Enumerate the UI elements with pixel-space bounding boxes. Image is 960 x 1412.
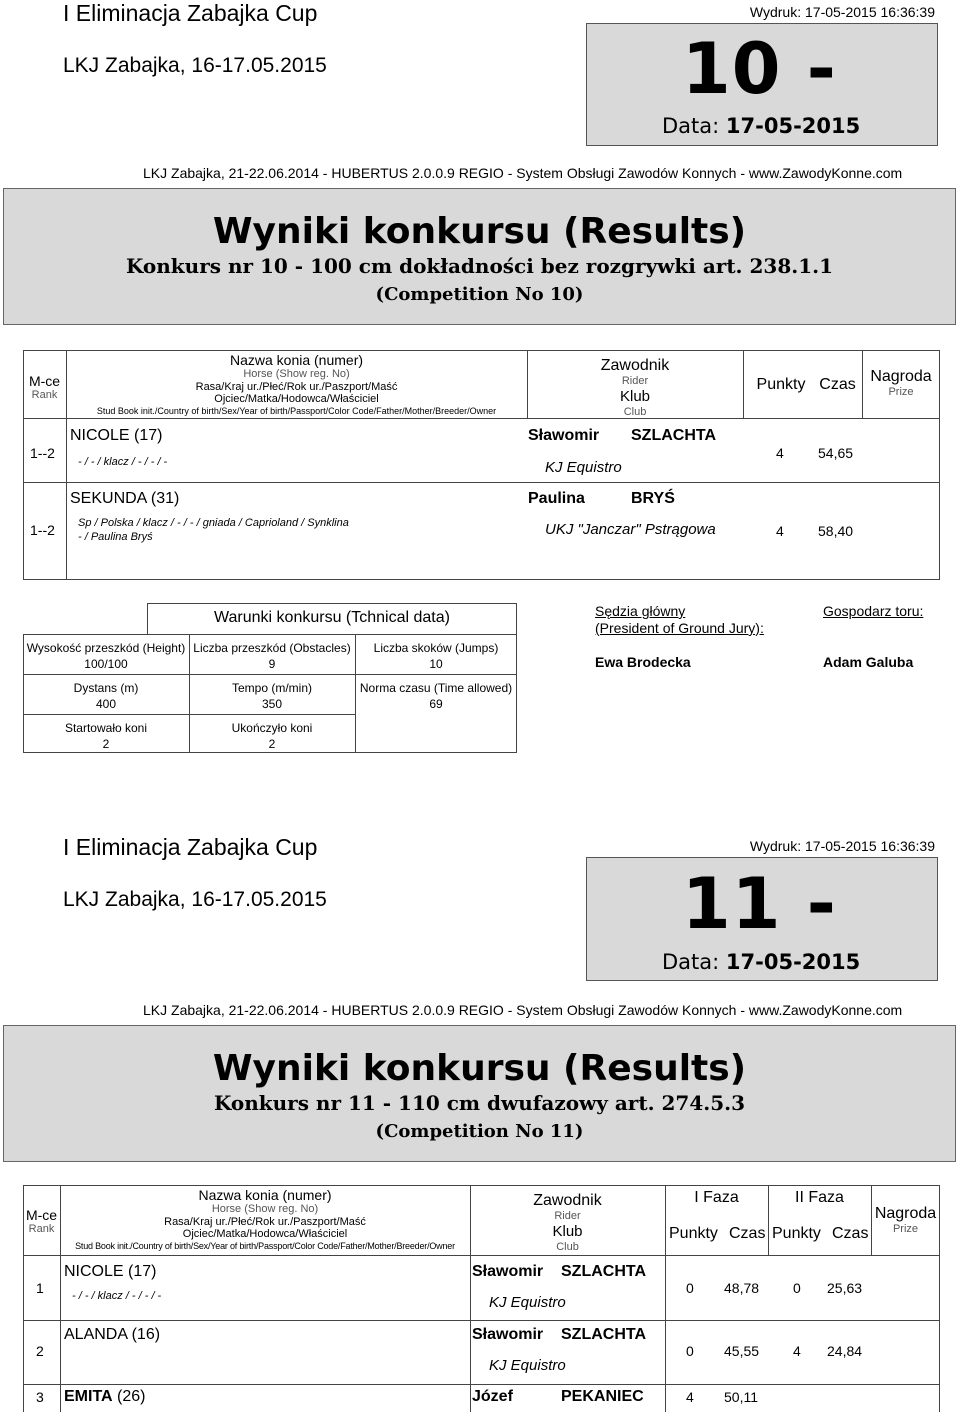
row-rank: 2 <box>36 1343 44 1359</box>
horse-header: Nazwa konia (numer) <box>229 352 364 368</box>
system-line: LKJ Zabajka, 21-22.06.2014 - HUBERTUS 2.0.0.9 REGIO - System Obsługi Zawodów Konnych - www.ZawodyKonne.com <box>143 1002 903 1018</box>
results-title: Wyniki konkursu (Results) <box>212 1048 747 1089</box>
competition-no-en: (Competition No 11) <box>375 1121 584 1142</box>
judge-label: Sędzia główny <box>595 603 686 619</box>
competition-title: Konkurs nr 10 - 100 cm dokładności bez rozgrywki art. 238.1.1 <box>125 254 833 278</box>
phase1-points: 4 <box>686 1389 694 1405</box>
jumps-value: 10 <box>429 657 443 672</box>
horse-info: - / - / klacz / - / - / - <box>78 456 168 468</box>
row-rank: 1--2 <box>30 522 55 538</box>
row-rank: 3 <box>36 1389 44 1405</box>
distance-value: 400 <box>95 697 117 712</box>
horse-number: (17) <box>128 1263 157 1280</box>
phase1-points: 0 <box>686 1280 694 1296</box>
judge-name: Ewa Brodecka <box>595 654 691 670</box>
club-name: KJ Equistro <box>545 459 622 476</box>
club-header-en: Club <box>556 1241 579 1254</box>
venue: LKJ Zabajka, 16-17.05.2015 <box>63 54 327 77</box>
prize-header-en: Prize <box>888 386 914 398</box>
rider-last-name: BRYŚ <box>631 490 675 507</box>
horse-number: (31) <box>150 490 180 507</box>
competition-date <box>662 950 860 974</box>
obstacles-label: Liczba przeszkód (Obstacles) <box>193 641 351 655</box>
date-value: 17-05-2015 <box>725 950 861 974</box>
club-header: Klub <box>552 1223 583 1241</box>
rider-first-name: Sławomir <box>472 1263 544 1280</box>
course-designer-label: Gospodarz toru: <box>823 603 924 619</box>
club-name: UKJ "Janczar" Pstrągowa <box>545 521 716 538</box>
phase1-time: 48,78 <box>724 1280 760 1296</box>
rider-last-name: SZLACHTA <box>561 1326 647 1343</box>
print-timestamp: Wydruk: 17-05-2015 16:36:39 <box>749 4 935 20</box>
judge-label-en: (President of Ground Jury): <box>595 620 764 636</box>
date-label: Data: <box>662 950 720 974</box>
time-allowed-label: Norma czasu (Time allowed) <box>359 681 513 695</box>
club-header-en: Club <box>623 406 647 419</box>
phase1-points: 0 <box>686 1343 694 1359</box>
venue: LKJ Zabajka, 16-17.05.2015 <box>63 888 327 911</box>
horse-info: Sp / Polska / klacz / - / - / gniada / Caprioland / Synklina <box>78 517 349 529</box>
finished-label: Ukończyło koni <box>231 721 313 735</box>
horse-name: ALANDA <box>64 1326 128 1343</box>
horse-name: NICOLE <box>64 1263 124 1280</box>
rider-first-name: Józef <box>472 1388 513 1405</box>
finished-value: 2 <box>268 737 276 752</box>
phase2-points-header: Punkty <box>772 1225 821 1242</box>
competition-date <box>662 114 860 138</box>
obstacles-value: 9 <box>268 657 276 672</box>
cup-name: I Eliminacja Zabajka Cup <box>63 834 318 860</box>
rank-header: M-ce <box>28 373 61 389</box>
phase2-points: 0 <box>793 1280 801 1296</box>
cup-name: I Eliminacja Zabajka Cup <box>63 0 318 26</box>
date-label: Data: <box>662 114 720 138</box>
results-header-box <box>3 1025 956 1162</box>
date-value: 17-05-2015 <box>725 114 861 138</box>
rider-header: Zawodnik <box>600 357 670 374</box>
rider-header-en: Rider <box>621 375 649 388</box>
row-rank: 1--2 <box>30 445 55 461</box>
club-header: Klub <box>619 388 651 406</box>
phase2-time-header: Czas <box>832 1225 869 1242</box>
breed-header: Rasa/Kraj ur./Płeć/Rok ur./Paszport/Maść <box>195 380 398 393</box>
phase1-time: 50,11 <box>724 1389 758 1405</box>
rider-last-name: SZLACHTA <box>561 1263 647 1280</box>
horse-name: EMITA <box>64 1388 113 1405</box>
phase1-time: 45,55 <box>724 1343 760 1359</box>
club-name: KJ Equistro <box>489 1294 566 1311</box>
time-allowed-value: 69 <box>429 697 443 712</box>
prize-header: Nagroda <box>870 368 932 385</box>
height-label: Wysokość przeszkód (Height) <box>26 641 186 655</box>
breed-header: Rasa/Kraj ur./Płeć/Rok ur./Paszport/Maść <box>164 1215 366 1228</box>
horse-name: SEKUNDA <box>70 490 147 507</box>
horse-info-2: - / Paulina Bryś <box>78 531 153 543</box>
started-value: 2 <box>102 737 110 752</box>
jumps-label: Liczba skoków (Jumps) <box>373 641 499 655</box>
horse-number: (16) <box>131 1326 161 1343</box>
horse-number: (26) <box>117 1388 146 1405</box>
competition-number-box <box>586 23 938 146</box>
competition-number-box <box>586 857 938 981</box>
tempo-value: 350 <box>261 697 283 712</box>
results-title: Wyniki konkursu (Results) <box>212 211 747 252</box>
conditions-title: Warunki konkursu (Tchnical data) <box>214 609 450 626</box>
parents-header: Ojciec/Matka/Hodowca/Właściciel <box>182 1228 348 1241</box>
rank-header-en: Rank <box>28 1223 55 1235</box>
row-points: 4 <box>776 523 784 539</box>
rider-header: Zawodnik <box>533 1192 602 1209</box>
horse-number: (17) <box>134 427 163 444</box>
competition-number: 11 - <box>682 863 837 945</box>
phase1-time-header: Czas <box>729 1225 766 1242</box>
horse-header-en: Horse (Show reg. No) <box>211 1203 319 1216</box>
row-time: 54,65 <box>818 445 854 461</box>
phase2-time: 25,63 <box>827 1280 863 1296</box>
competition-number: 10 - <box>682 28 837 110</box>
row-time: 58,40 <box>818 523 854 539</box>
phase1-header: I Faza <box>694 1189 739 1206</box>
row-points: 4 <box>776 445 784 461</box>
rank-header-en: Rank <box>31 389 58 401</box>
competition-title: Konkurs nr 11 - 110 cm dwufazowy art. 274.5.3 <box>213 1091 746 1115</box>
rider-last-name: SZLACHTA <box>631 427 717 444</box>
system-line: LKJ Zabajka, 21-22.06.2014 - HUBERTUS 2.0.0.9 REGIO - System Obsługi Zawodów Konnych - www.ZawodyKonne.com <box>143 165 903 181</box>
rider-header-en: Rider <box>554 1210 581 1223</box>
points-header: Punkty <box>756 376 806 393</box>
height-value: 100/100 <box>84 657 128 672</box>
horse-header: Nazwa konia (numer) <box>198 1187 332 1203</box>
phase2-header: II Faza <box>795 1189 844 1206</box>
club-name: KJ Equistro <box>489 1357 566 1374</box>
prize-header: Nagroda <box>874 1205 937 1222</box>
stud-book-header: Stud Book init./Country of birth/Sex/Year of birth/Passport/Color Code/Father/Mother/Breeder/Owner <box>96 406 497 417</box>
rider-first-name: Sławomir <box>472 1326 544 1343</box>
rank-header: M-ce <box>25 1207 58 1223</box>
competition-no-en: (Competition No 10) <box>375 284 584 305</box>
started-label: Startowało koni <box>64 721 148 735</box>
print-timestamp: Wydruk: 17-05-2015 16:36:39 <box>749 838 935 854</box>
distance-label: Dystans (m) <box>73 681 139 695</box>
rider-first-name: Sławomir <box>528 427 600 444</box>
time-header: Czas <box>819 376 856 393</box>
course-designer-name: Adam Galuba <box>823 654 914 670</box>
horse-header-en: Horse (Show reg. No) <box>243 368 350 381</box>
parents-header: Ojciec/Matka/Hodowca/Właściciel <box>214 393 379 406</box>
prize-header-en: Prize <box>892 1223 919 1235</box>
phase2-time: 24,84 <box>827 1343 863 1359</box>
stud-book-header: Stud Book init./Country of birth/Sex/Year of birth/Passport/Color Code/Father/Mother/Breeder/Owner <box>75 1241 455 1252</box>
horse-name: NICOLE <box>70 427 130 444</box>
horse-info: - / - / klacz / - / - / - <box>72 1290 162 1302</box>
results-header-box <box>3 188 956 325</box>
rider-first-name: Paulina <box>528 490 585 507</box>
phase2-points: 4 <box>793 1343 801 1359</box>
tempo-label: Tempo (m/min) <box>231 681 312 695</box>
row-rank: 1 <box>36 1280 44 1296</box>
phase1-points-header: Punkty <box>669 1225 718 1242</box>
rider-last-name: PEKANIEC <box>561 1388 644 1405</box>
